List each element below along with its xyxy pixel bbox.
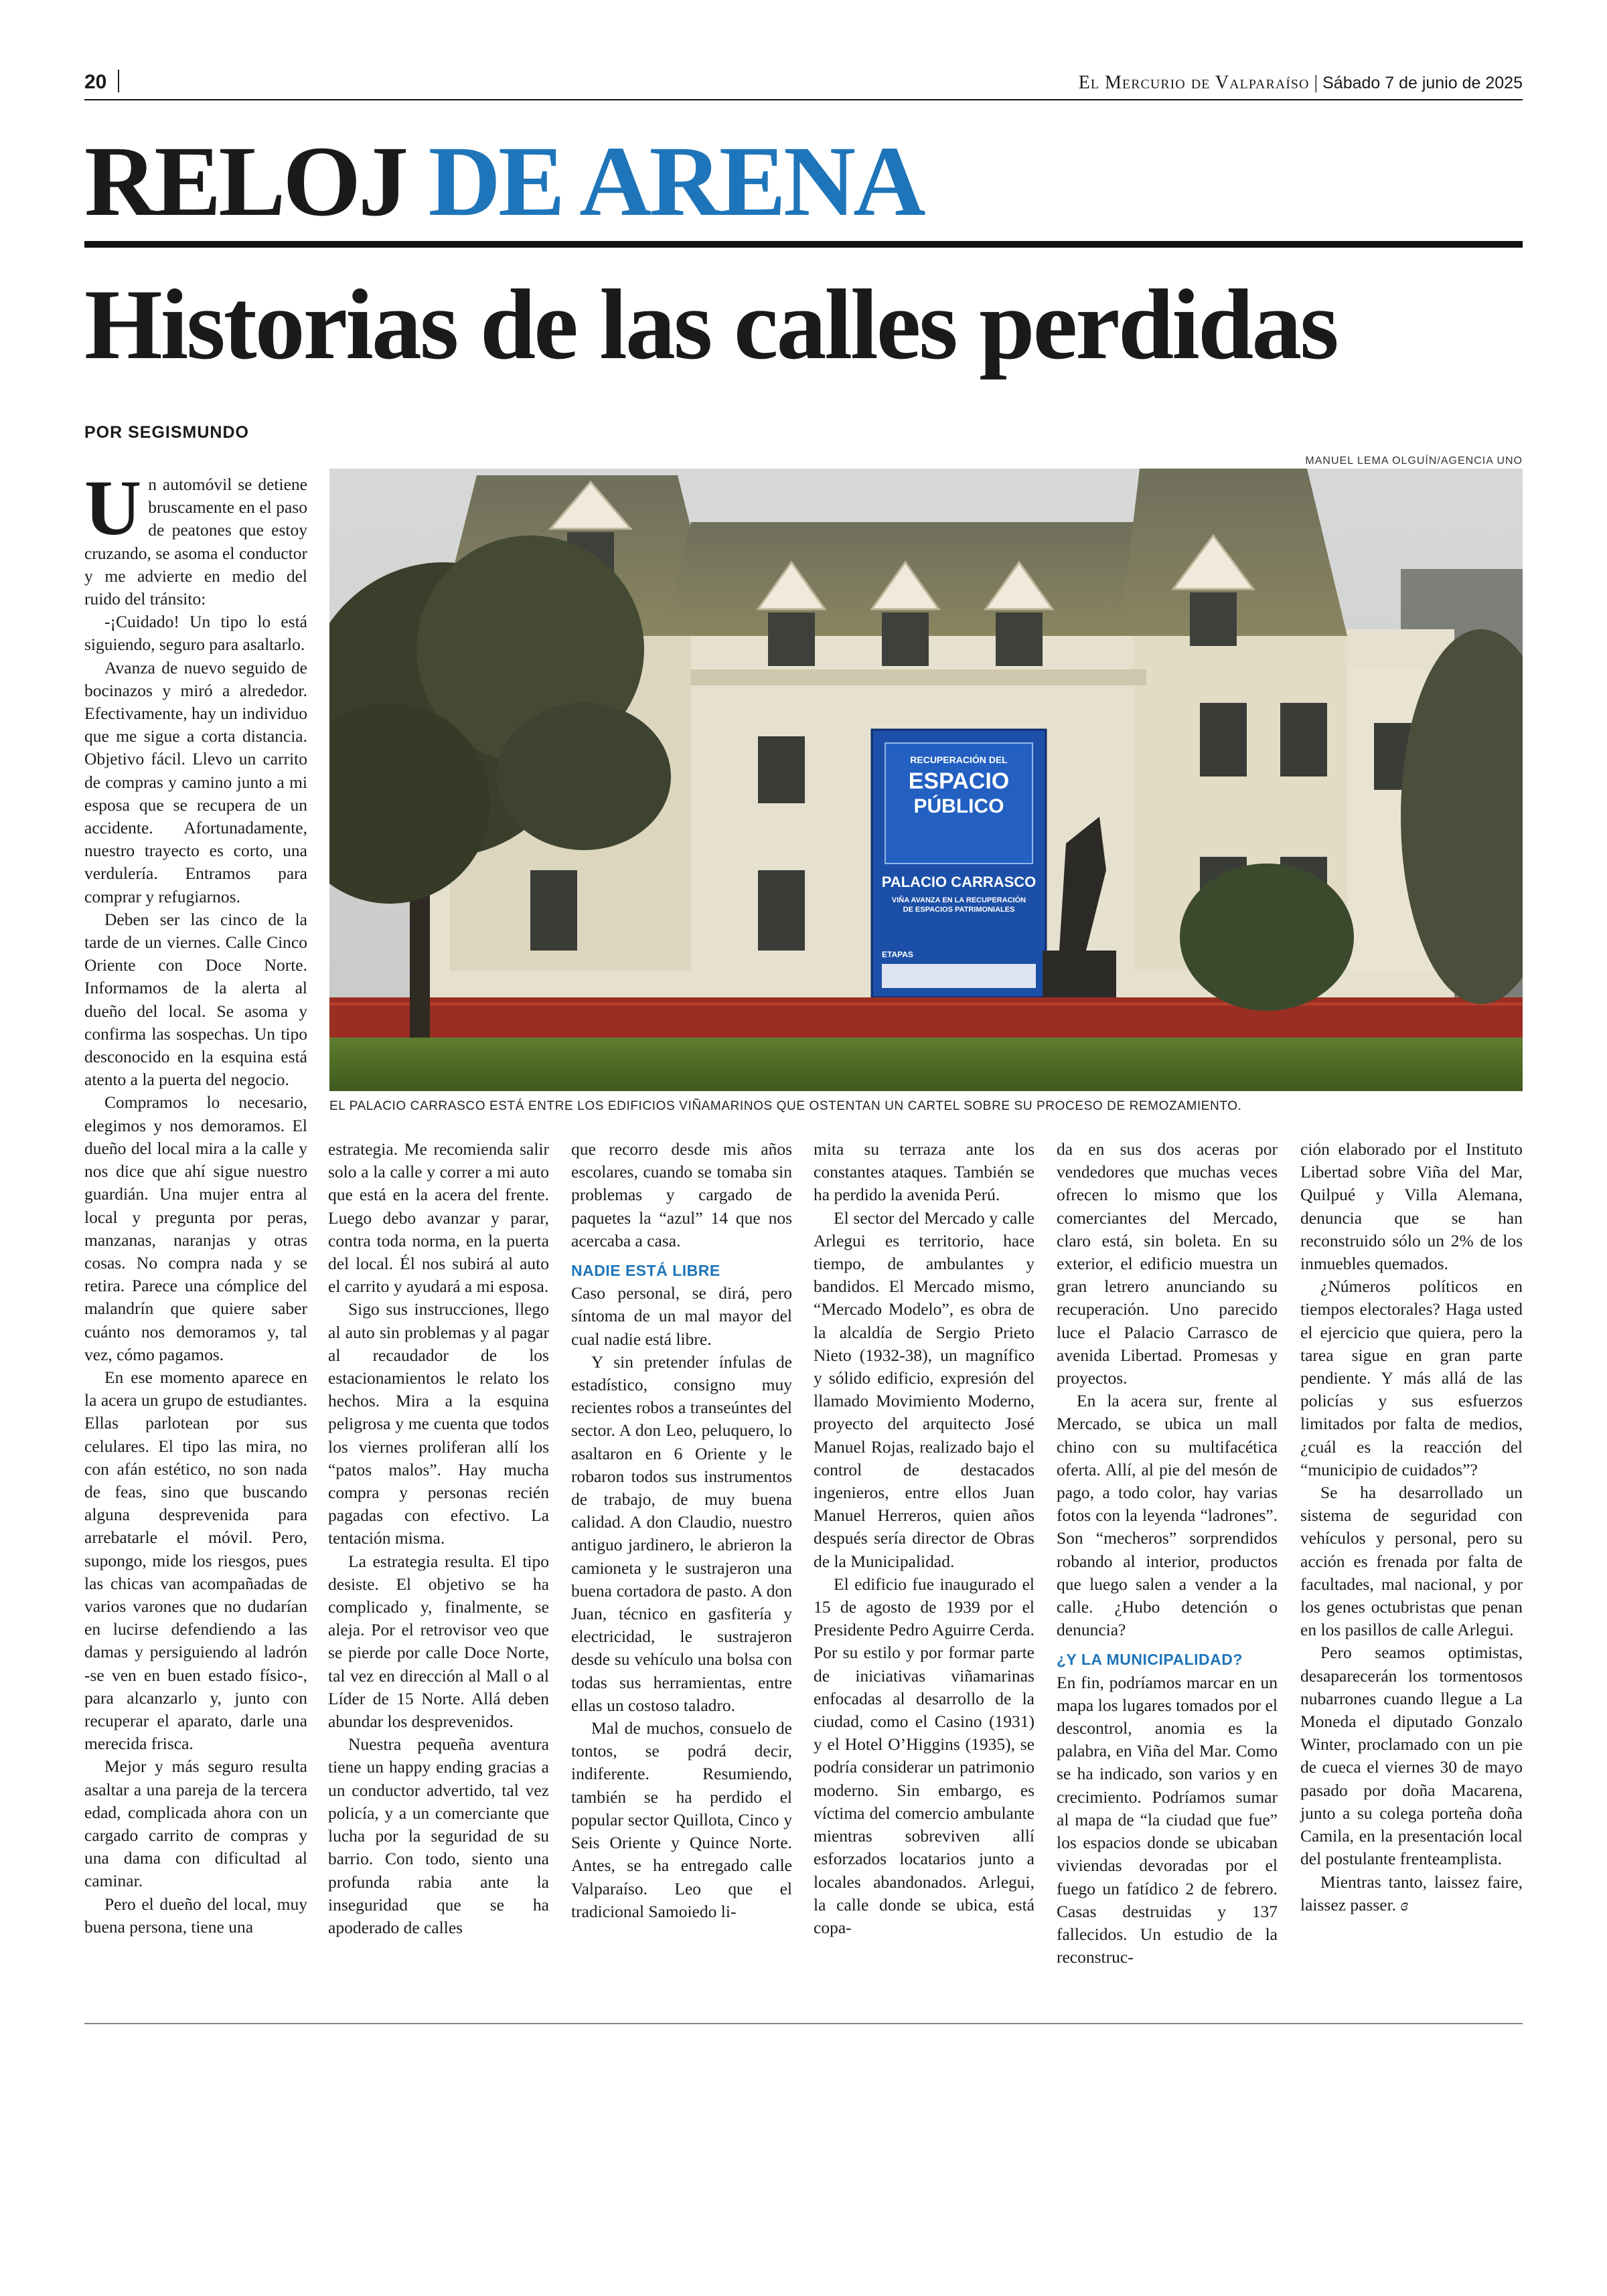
issue-date: Sábado 7 de junio de 2025 [1322,74,1523,92]
paragraph: Pero el dueño del local, muy buena persona, tiene una [84,1894,307,1937]
banner-line3: PÚBLICO [913,795,1004,817]
paragraph: estrategia. Me recomienda salir solo a la calle y correr a mi auto que está en la acera del frente. Luego debo avanzar y parar, contra toda norma, en la puerta del local. Él nos subirá al auto el carrito y ayudará a mi esposa. [328,1139,549,1297]
end-mark: ɞ [1400,1894,1409,1914]
article-column-3 [571,1138,792,1923]
paragraph: Mientras tanto, laissez faire, laissez passer. ɞ [1300,1872,1523,1914]
paper-name: El Mercurio de Valparaíso [1078,72,1310,93]
article-column-2 [328,1138,549,1939]
restoration-banner [872,730,1046,997]
banner-line2: ESPACIO [908,768,1010,794]
section-title-part2: DE ARENA [428,126,923,237]
article-column-5 [1057,1138,1278,1969]
photo-caption: EL PALACIO CARRASCO ESTÁ ENTRE LOS EDIFICIOS VIÑAMARINOS QUE OSTENTAN UN CARTEL SOBRE SU PROCESO DE REMOZAMIENTO. [329,1099,1242,1113]
banner-line1: RECUPERACIÓN DEL [910,754,1008,765]
photo-credit: MANUEL LEMA OLGUÍN/AGENCIA UNO [1305,455,1523,467]
footer-rule [84,2023,1523,2024]
photo-palacio-carrasco [329,469,1523,1091]
paragraph: que recorro desde mis años escolares, cuando se tomaba sin problemas y cargado de paquetes la “azul” 14 que nos acercaba a casa. [571,1139,792,1250]
dropcap: U [84,464,142,552]
paragraph: En la acera sur, frente al Mercado, se ubica un mall chino con su multifacética oferta. Allí, al pie del mesón de pago, a todo color, hay varias fotos con la leyenda “ladrones”. Son “mecheros” sorprendidos robando al interior, productos que luego salen a vender a la calle. ¿Hubo detención o denuncia? [1057,1391,1278,1640]
paragraph: El sector del Mercado y calle Arlegui es territorio, hace tiempo, de ambulantes y bandidos. El Mercado mismo, “Mercado Modelo”, es obra de la alcaldía de Sergio Prieto Nieto (1932-38), un magnífico y sólido edificio, expresión del llamado Movimiento Moderno, proyecto del arquitecto José Manuel Rojas, realizado bajo el control de destacados ingenieros, entre ellos Juan Manuel Herreros, quien años después sería director de Obras de la Municipalidad. [814,1208,1035,1571]
paragraph: Mal de muchos, consuelo de tontos, se podrá decir, indiferente. Resumiendo, también se ha perdido el popular sector Quillota, Cinco y Seis Oriente y Quince Norte. Antes, se ha entregado calle Valparaíso. Leo que el tradicional Samoiedo li- [571,1718,792,1921]
paragraph: mita su terraza ante los constantes ataques. También se ha perdido la avenida Perú. [814,1139,1035,1205]
banner-label: ETAPAS [882,950,913,959]
byline: POR SEGISMUNDO [84,423,249,442]
paragraph: El edificio fue inaugurado el 15 de agosto de 1939 por el Presidente Pedro Aguirre Cerda. Por su estilo y por formar parte de iniciativas viñamarinas enfocadas al desarrollo de la ciudad, como el Casino (1931) y el Hotel O’Higgins (1935), se podría considerar un patrimonio moderno. Sin embargo, es víctima del comercio ambulante mientras sobreviven allí esforzados locatarios junto a locales abandonados. Arlegui, la calle donde se ubica, está copa- [814,1574,1035,1937]
paragraph: Nuestra pequeña aventura tiene un happy ending gracias a un conductor advertido, tal vez policía, y a un comerciante que lucha por la seguridad de su barrio. Con todo, siento una profunda rabia ante la inseguridad que se ha apoderado de calles [328,1734,549,1937]
masthead [1079,72,1523,94]
paragraph: Mejor y más seguro resulta asaltar a una pareja de la tercera edad, complicada ahora con un cargado carrito de compras y una dama con dificultad al caminar. [84,1756,307,1891]
paragraph: Y sin pretender ínfulas de estadístico, consigno muy recientes robos a transeúntes del sector. A don Leo, peluquero, lo asaltaron en 6 Oriente y le robaron todos sus instrumentos de trabajo, de muy buena calidad. A don Claudio, nuestro antiguo jardinero, le abrieron la camioneta y le sustrajeron una buena cortadora de pasto. A don Juan, técnico en gasfitería y electricidad, le sustrajeron desde su vehículo una bolsa con todas sus herramientas, entre ellas un costoso taladro. [571,1351,792,1715]
paragraph: Pero seamos optimistas, desaparecerán los tormentosos nubarrones cuando llegue a La Moneda el diputado Gonzalo Winter, proclamado con un pie de cueca el viernes 30 de mayo pasado por doña Macarena, junto a su colega porteña doña Camila, en la presentación local del postulante frenteamplista. [1300,1643,1523,1869]
header-divider [118,70,119,92]
section-rule [84,241,1523,248]
paragraph: Se ha desarrollado un sistema de seguridad con vehículos y personal, pero su acción es frenada por falta de facultades, mal nacional, y por los genes octubristas que penan en los pasillos de calle Arlegui. [1300,1483,1523,1640]
page-number: 20 [84,71,107,93]
article-column-6 [1300,1138,1523,1916]
paragraph: ¿Números políticos en tiempos electorales? Haga usted el ejercicio que quiera, pero la tarea sigue en gran parte pendiente. Y más allá de las policías y sus esfuerzos limitados por falta de medios, ¿cuál es la reacción del “municipio de cuidados”? [1300,1277,1523,1479]
section-title [84,126,923,237]
paragraph: Deben ser las cinco de la tarde de un viernes. Calle Cinco Oriente con Doce Norte. Informamos de la alerta al dueño del local. Se asoma y confirma las sospechas. Un tipo desconocido en la esquina está atento a la puerta del negocio. [84,909,307,1090]
article-column-1 [84,464,307,1939]
paragraph: Un automóvil se detiene bruscamente en el paso de peatones que estoy cruzando, se asoma el conductor y me advierte en medio del ruido del tránsito: [84,464,307,609]
paragraph: La estrategia resulta. El tipo desiste. El objetivo se ha complicado y, finalmente, se aleja. Por el retrovisor veo que se pierde por calle Doce Norte, tal vez en dirección al Mall o al Líder de 15 Norte. Allá deben abundar los desprevenidos. [328,1551,549,1732]
subheading-y-la-municipalidad: ¿Y LA MUNICIPALIDAD? [1057,1651,1243,1669]
banner-line6: DE ESPACIOS PATRIMONIALES [903,906,1015,914]
article-column-4 [814,1138,1035,1939]
paragraph: En fin, podríamos marcar en un mapa los lugares tomados por el descontrol, anomia es la palabra, en Viña del Mar. Como se ha indicado, son varios y en crecimiento. Podríamos sumar al mapa de “la ciudad que fue” los espacios donde se ubicaban viviendas devoradas por el fuego un fatídico 2 de febrero. Casas destruidas y 137 fallecidos. Un estudio de la reconstruc- [1057,1672,1278,1967]
banner-line4: PALACIO CARRASCO [881,874,1037,890]
subheading-nadie-esta-libre: NADIE ESTÁ LIBRE [571,1262,720,1280]
paragraph: Compramos lo necesario, elegimos y nos demoramos. El dueño del local mira a la calle y nos dice que ahí sigue nuestro guardián. Una mujer entra al local y pregunta por peras, manzanas, naranjas y otras cosas. No compra nada y se retira. Parece una cómplice del malandrín que quiere saber cuánto nos demoramos y, tal vez, cómo pagamos. [84,1092,307,1364]
headline: Historias de las calles perdidas [84,269,1337,380]
paragraph: Avanza de nuevo seguido de bocinazos y miró a alrededor. Efectivamente, hay un individuo que me sigue a corta distancia. Objetivo fácil. Llevo un carrito de compras y camino junto a mi esposa que se recupera de un accidente. Afortunadamente, nuestro trayecto es corto, una verdulería. Entramos para comprar y refugiarnos. [84,657,307,906]
paragraph: -¡Cuidado! Un tipo lo está siguiendo, seguro para asaltarlo. [84,612,307,655]
paragraph: Caso personal, se dirá, pero síntoma de un mal mayor del cual nadie está libre. [571,1283,792,1349]
paragraph: Sigo sus instrucciones, llego al auto sin problemas y al pagar al recaudador de los estacionamientos le relato los hechos. Mira a la esquina peligrosa y me cuenta que todos los viernes proliferan allí los “patos malos”. Hay mucha compra y personas recién pagadas con efectivo. La tentación misma. [328,1299,549,1548]
header-rule [84,99,1523,100]
paragraph: ción elaborado por el Instituto Libertad sobre Viña del Mar, Quilpué y Villa Alemana, denuncia que se han reconstruido sólo un 2% de los inmuebles quemados. [1300,1139,1523,1274]
masthead-divider: | [1314,72,1323,93]
paragraph: En ese momento aparece en la acera un grupo de estudiantes. Ellas parlotean por sus celulares. El tipo las mira, no con afán estético, no son nada de feas, sino que buscando alguna desprevenida para arrebatarle el móvil. Pero, supongo, mide los riesgos, pues las chicas van acompañadas de varios varones que no dudarían en lucirse defendiendo a las damas y persiguiendo al ladrón -se ven en buen estado físico-, para alcanzarlo y, junto con recuperar el aparato, darle una merecida frisca. [84,1367,307,1754]
paragraph: da en sus dos aceras por vendedores que muchas veces ofrecen lo mismo que los comerciantes del Mercado, claro está, sin boleta. En su exterior, el edificio muestra un gran letrero anunciando su recuperación. Uno parecido luce el Palacio Carrasco de avenida Libertad. Promesas y proyectos. [1057,1139,1278,1388]
banner-line5: VIÑA AVANZA EN LA RECUPERACIÓN [891,896,1026,904]
section-title-part1: RELOJ [84,126,406,237]
